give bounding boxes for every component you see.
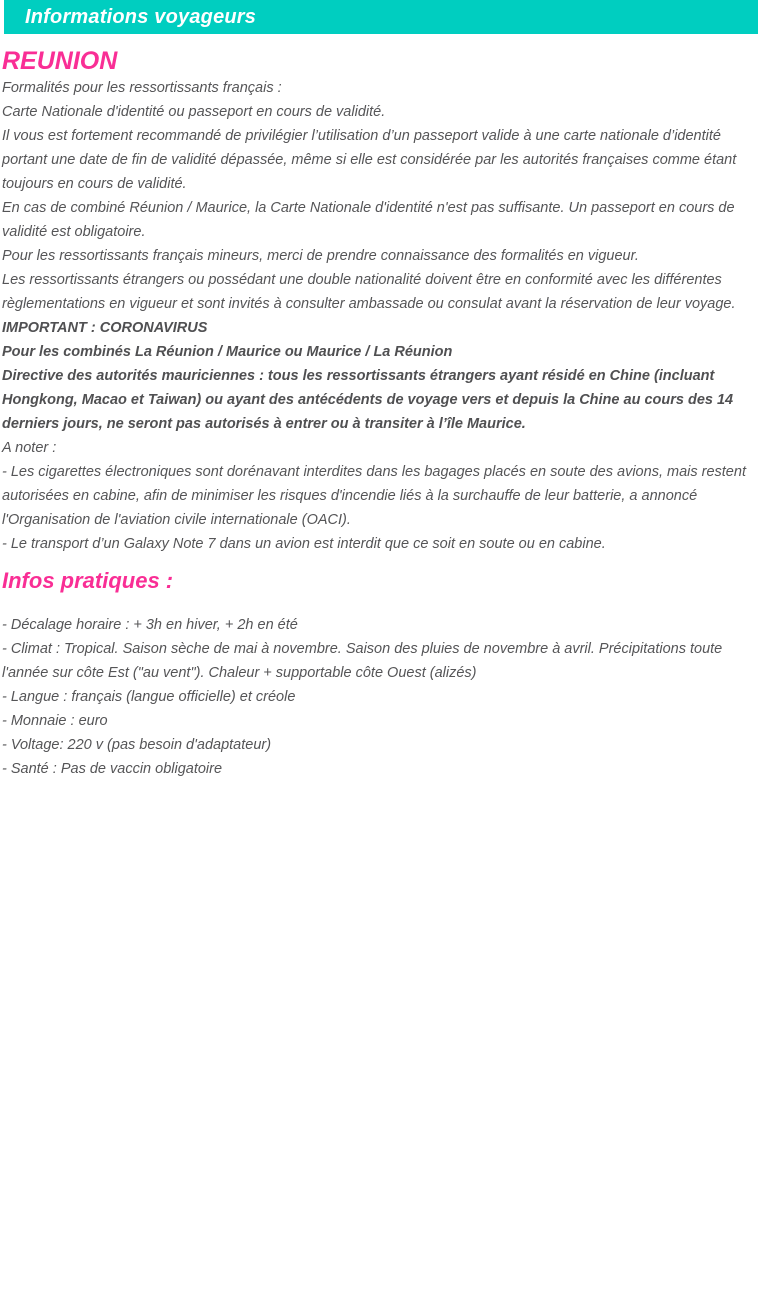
info-line-decalage-horaire: - Décalage horaire : + 3h en hiver, + 2h en été bbox=[2, 617, 298, 633]
info-line-voltage: - Voltage: 220 v (pas besoin d'adaptateur) bbox=[2, 737, 272, 753]
header-title: Informations voyageurs bbox=[25, 6, 257, 28]
paragraph-directive-mauricienne: Directive des autorités mauriciennes : tous les ressortissants étrangers ayant résidé en Chine (incluant Hongkong, Macao et Taiwan) ou ayant des antécédents de voyage vers et depuis la Chine au cours des 14 derniers jours, ne seront pas autorisés à entrer ou à transiter à l’île Maurice. bbox=[2, 368, 734, 432]
infos-pratiques-title: Infos pratiques : bbox=[2, 568, 174, 593]
paragraph-combines-titre: Pour les combinés La Réunion / Maurice ou Maurice / La Réunion bbox=[2, 344, 453, 360]
paragraph-formalites-intro: Formalités pour les ressortissants français : bbox=[2, 80, 282, 96]
paragraph-carte-identite: Carte Nationale d'identité ou passeport en cours de validité. bbox=[2, 104, 386, 120]
destination-title: REUNION bbox=[2, 47, 118, 75]
paragraph-galaxy-note7: - Le transport d’un Galaxy Note 7 dans un avion est interdit que ce soit en soute ou en cabine. bbox=[2, 536, 606, 552]
paragraph-etrangers: Les ressortissants étrangers ou possédant une double nationalité doivent être en conformité avec les différentes règlementations en vigueur et sont invités à consulter ambassade ou consulat avant la réservation de leur voyage. bbox=[2, 272, 736, 312]
paragraph-cigarettes-electroniques: - Les cigarettes électroniques sont dorénavant interdites dans les bagages placés en soute des avions, mais restent autorisées en cabine, afin de minimiser les risques d'incendie liés à la surchauffe de leur batterie, a annoncé l'Organisation de l'aviation civile internationale (OACI). bbox=[2, 464, 746, 528]
info-line-monnaie: - Monnaie : euro bbox=[2, 713, 108, 729]
info-line-langue: - Langue : français (langue officielle) et créole bbox=[2, 689, 296, 705]
info-line-climat: - Climat : Tropical. Saison sèche de mai à novembre. Saison des pluies de novembre à avril. Précipitations toute l'année sur côte Est ("au vent"). Chaleur + supportable côte Ouest (alizés) bbox=[2, 641, 723, 681]
paragraph-important-coronavirus: IMPORTANT : CORONAVIRUS bbox=[2, 320, 208, 336]
info-line-sante: - Santé : Pas de vaccin obligatoire bbox=[2, 761, 223, 777]
paragraph-mineurs: Pour les ressortissants français mineurs, merci de prendre connaissance des formalités en vigueur. bbox=[2, 248, 639, 264]
paragraph-a-noter: A noter : bbox=[2, 440, 57, 456]
paragraph-combine-reunion-maurice: En cas de combiné Réunion / Maurice, la Carte Nationale d'identité n'est pas suffisante. Un passeport en cours de validité est obligatoire. bbox=[2, 200, 735, 240]
paragraph-passeport-recommande: Il vous est fortement recommandé de privilégier l’utilisation d’un passeport valide à une carte nationale d’identité portant une date de fin de validité dépassée, même si elle est considérée par les autorités françaises comme étant toujours en cours de validité. bbox=[2, 128, 737, 192]
header-bar bbox=[4, 0, 758, 34]
travel-info-content bbox=[0, 47, 758, 781]
